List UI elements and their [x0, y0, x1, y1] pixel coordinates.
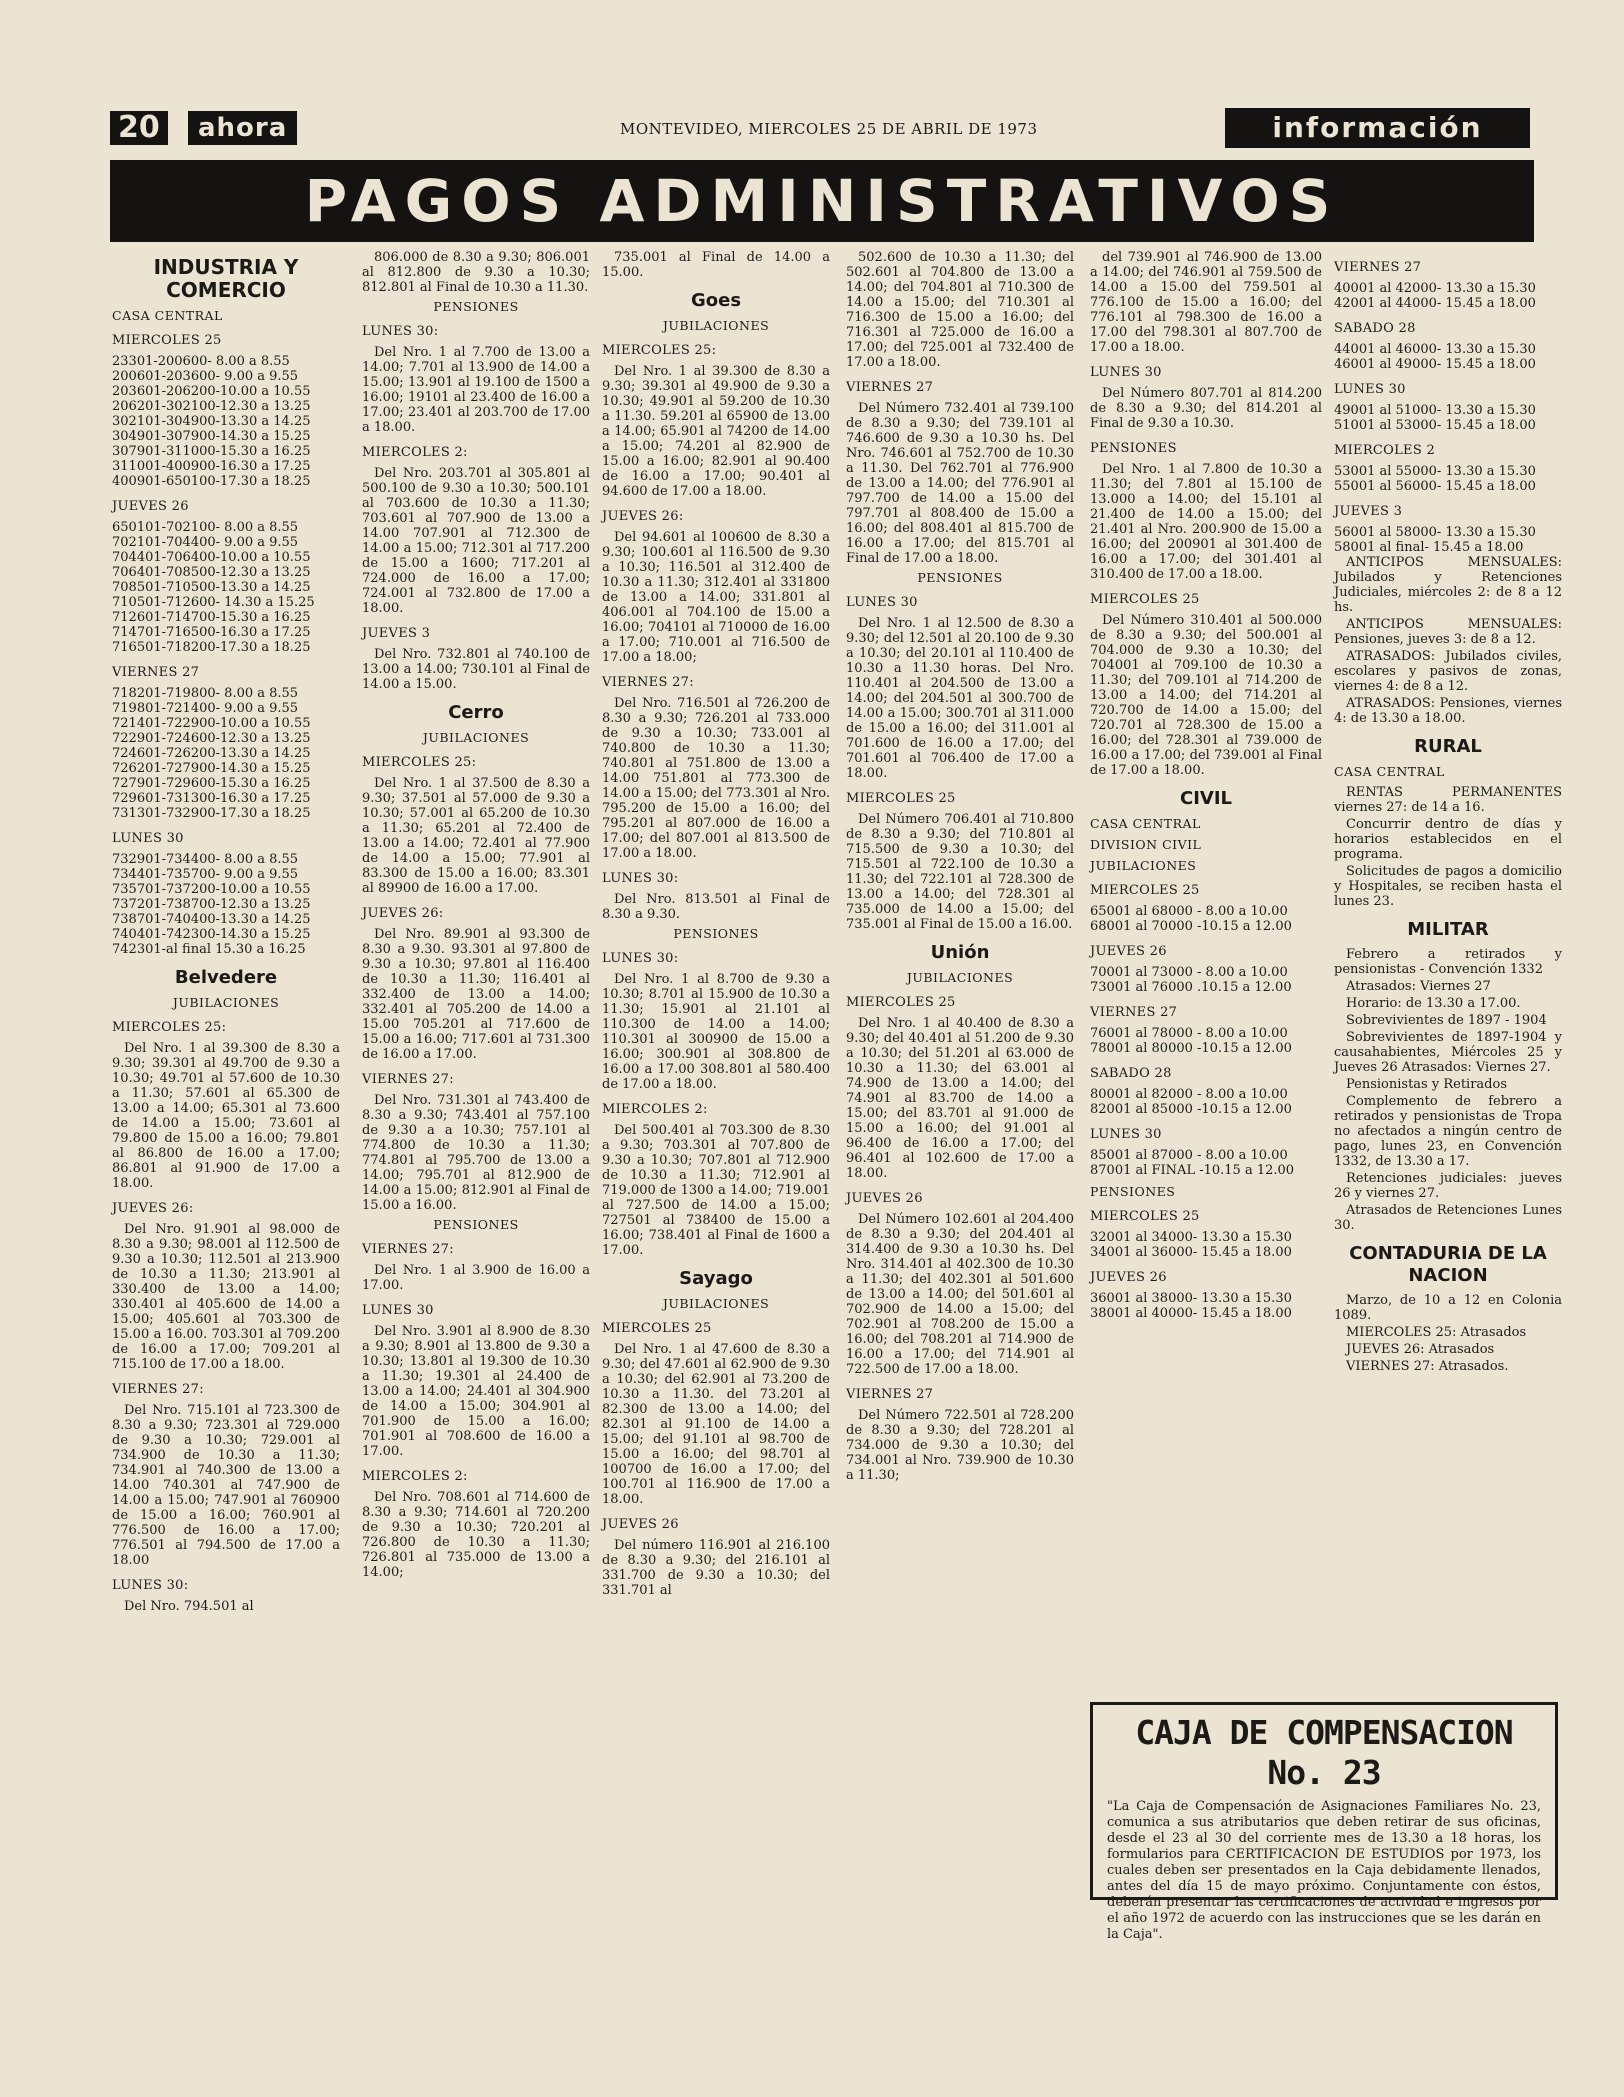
schedule-paragraph: Del Número 310.401 al 500.000 de 8.30 a 9.30; del 500.001 al 704.000 de 9.30 a 10.30; del 704001 al 709.100 de 10.30 a 11.30; del 709.101 al 714.200 de 13.00 a 14.00; del 714.201 al 720.700 de 14.00 a 15.00; del 720.701 al 728.300 de 15.00 a 16.00; del 728.301 al 739.000 de 16.00 a 17.00; del 739.001 al Final de 17.00 a 18.00. — [1090, 613, 1322, 778]
schedule-paragraph: Del Nro. 1 al 40.400 de 8.30 a 9.30; del 40.401 al 51.200 de 9.30 a 10.30; del 51.201 al 63.000 de 10.30 a 11.30; del 63.001 al 74.900 de 13.00 a 14.00; del 74.901 al 83.700 de 14.00 a 15.00; del 83.701 al 91.000 de 15.00 a 16.00; del 91.001 al 96.400 de 16.00 a 17.00; del 96.401 al 102.600 de 17.00 a 18.00. — [846, 1016, 1074, 1181]
schedule-list — [112, 520, 340, 655]
dateline: MONTEVIDEO, MIERCOLES 25 DE ABRIL DE 1973 — [620, 120, 1038, 138]
day-heading: MIERCOLES 25: — [362, 755, 477, 770]
day-heading: JUEVES 26 — [112, 499, 189, 514]
schedule-list — [1334, 525, 1562, 555]
column-1 — [112, 250, 340, 1616]
subheading: PENSIONES — [917, 570, 1003, 585]
schedule-paragraph: Del Nro. 3.901 al 8.900 de 8.30 a 9.30; 8.901 al 13.800 de 9.30 a 10.30; 13.801 al 19.300 de 10.30 a 11.30; 19.301 al 24.400 de 13.00 a 14.00; 24.401 al 304.900 de 14.00 a 15.00; 304.901 al 701.900 de 15.00 a 16.00; 701.901 al 708.600 de 16.00 a 17.00. — [362, 1324, 590, 1459]
day-heading: SABADO 28 — [1090, 1066, 1172, 1081]
schedule-list — [1090, 904, 1322, 934]
notice-title: CAJA DE COMPENSACION No. 23 — [1135, 1713, 1513, 1792]
notice-paragraph: Concurrir dentro de días y horarios establecidos en el programa. — [1334, 817, 1562, 862]
notice-paragraph: Sobrevivientes de 1897-1904 y causahabientes, Miércoles 25 y Jueves 26 Atrasados: Viernes 27. — [1334, 1030, 1562, 1075]
notice-text: "La Caja de Compensación de Asignaciones Familiares No. 23, comunica a sus atributarios que deben retirar de sus oficinas, desde el 23 al 30 del corriente mes de 13.30 a 18 horas, los formularios para CERTIFICACION DE ESTUDIOS por 1973, los cuales deben ser presentados en la Caja debidamente llenados, antes del día 15 de mayo próximo. Conjuntamente con éstos, deberán presentar las certificaciones de actividad e ingresos por el año 1972 de acuerdo con las instrucciones que se les darán en la Caja". — [1107, 1799, 1541, 1942]
day-heading: LUNES 30: — [602, 951, 679, 966]
schedule-paragraph: Del Nro. 708.601 al 714.600 de 8.30 a 9.30; 714.601 al 720.200 de 9.30 a 10.30; 720.201 al 726.800 de 10.30 a 11.30; 726.801 al 735.000 de 13.00 a 14.00; — [362, 1490, 590, 1580]
schedule-line: 734401-735700- 9.00 a 9.55 — [112, 867, 299, 882]
schedule-line: 737201-738700-12.30 a 13.25 — [112, 897, 311, 912]
schedule-line: 729601-731300-16.30 a 17.25 — [112, 791, 311, 806]
day-heading: LUNES 30 — [362, 1303, 434, 1318]
day-heading: MIERCOLES 25 — [1090, 883, 1200, 898]
day-heading: MIERCOLES 2: — [362, 1469, 468, 1484]
schedule-line: 203601-206200-10.00 a 10.55 — [112, 384, 311, 399]
day-heading: MIERCOLES 2: — [602, 1102, 708, 1117]
day-heading: MIERCOLES 25 — [846, 791, 956, 806]
notice-paragraph: Sobrevivientes de 1897 - 1904 — [1346, 1013, 1547, 1028]
schedule-line: 40001 al 42000- 13.30 a 15.30 — [1334, 281, 1536, 296]
subheading: JUBILACIONES — [422, 730, 530, 745]
day-heading: VIERNES 27 — [1334, 260, 1422, 275]
schedule-line: 708501-710500-13.30 a 14.25 — [112, 580, 311, 595]
schedule-line: 85001 al 87000 - 8.00 a 10.00 — [1090, 1148, 1288, 1163]
schedule-paragraph: Del Nro. 731.301 al 743.400 de 8.30 a 9.30; 743.401 al 757.100 de 9.30 a a 10.30; 757.101 al 774.800 de 10.30 a 11.30; 774.801 al 795.700 de 13.00 a 14.00; 795.701 al 812.900 de 14.00 a 15.00; 812.901 al Final de 15.00 a 16.00. — [362, 1093, 590, 1213]
schedule-list — [1090, 1087, 1322, 1117]
subheading: CASA CENTRAL — [1090, 816, 1201, 831]
schedule-line: 44001 al 46000- 13.30 a 15.30 — [1334, 342, 1536, 357]
caja-compensacion-notice — [1090, 1702, 1558, 1942]
schedule-line: 206201-302100-12.30 a 13.25 — [112, 399, 311, 414]
page-number: 20 — [110, 111, 168, 145]
schedule-paragraph: Del Nro. 1 al 8.700 de 9.30 a 10.30; 8.701 al 15.900 de 10.30 a 11.30; 15.901 al 21.101 al 110.300 de 14.00 a 14.00; 110.301 al 300900 de 15.00 a 16.00; 300.901 al 308.800 de 16.00 a 17.00 308.801 al 580.400 de 17.00 a 18.00. — [602, 972, 830, 1092]
schedule-line: 732901-734400- 8.00 a 8.55 — [112, 852, 299, 867]
schedule-line: 32001 al 34000- 13.30 a 15.30 — [1090, 1230, 1292, 1245]
heading-industria: INDUSTRIA Y COMERCIO — [153, 255, 299, 302]
schedule-paragraph: del 739.901 al 746.900 de 13.00 a 14.00; del 746.901 al 759.500 de 14.00 a 15.00 del 759.501 al 776.100 de 15.00 a 16.00; del 776.101 al 798.300 de 16.00 a 17.00 del 798.301 al 807.700 de 17.00 a 18.00. — [1090, 250, 1322, 355]
schedule-line: 738701-740400-13.30 a 14.25 — [112, 912, 311, 927]
day-heading: VIERNES 27 — [846, 380, 934, 395]
schedule-line: 80001 al 82000 - 8.00 a 10.00 — [1090, 1087, 1288, 1102]
schedule-list — [1090, 965, 1322, 995]
schedule-paragraph: Del Nro. 91.901 al 98.000 de 8.30 a 9.30; 98.001 al 112.500 de 9.30 a 10.30; 112.501 al 213.900 de 10.30 a 11.30; 213.901 al 330.400 de 13.00 a 14.00; 330.401 al 405.600 de 14.00 a 15.00; 405.601 al 703.300 de 15.00 a 16.00. 703.301 al 709.200 de 16.00 a 17.00; 709.201 al 715.100 de 17.00 a 18.00. — [112, 1222, 340, 1372]
schedule-paragraph: 735.001 al Final de 14.00 a 15.00. — [602, 250, 830, 280]
schedule-line: 721401-722900-10.00 a 10.55 — [112, 716, 311, 731]
day-heading: LUNES 30: — [362, 324, 439, 339]
schedule-line: 706401-708500-12.30 a 13.25 — [112, 565, 311, 580]
day-heading: JUEVES 26 — [846, 1191, 923, 1206]
heading-rural: RURAL — [1414, 736, 1482, 757]
schedule-line: 68001 al 70000 -10.15 a 12.00 — [1090, 919, 1292, 934]
heading-militar: MILITAR — [1407, 919, 1489, 940]
notice-paragraph: Retenciones judiciales: jueves 26 y viernes 27. — [1334, 1171, 1562, 1201]
subheading: PENSIONES — [433, 1217, 519, 1232]
day-heading: MIERCOLES 25: — [602, 343, 717, 358]
schedule-list — [1334, 464, 1562, 494]
day-heading: VIERNES 27 — [846, 1387, 934, 1402]
schedule-list — [1090, 1148, 1322, 1178]
day-heading: SABADO 28 — [1334, 321, 1416, 336]
schedule-line: 78001 al 80000 -10.15 a 12.00 — [1090, 1041, 1292, 1056]
schedule-paragraph: Del Nro. 813.501 al Final de 8.30 a 9.30. — [602, 892, 830, 922]
notice-paragraph: Atrasados: Viernes 27 — [1346, 979, 1491, 994]
notice-paragraph: MIERCOLES 25: Atrasados — [1346, 1325, 1527, 1340]
subheading: CASA CENTRAL — [112, 308, 223, 323]
day-heading: LUNES 30 — [1090, 1127, 1162, 1142]
schedule-paragraph: Del Nro. 1 al 3.900 de 16.00 a 17.00. — [362, 1263, 590, 1293]
schedule-line: 65001 al 68000 - 8.00 a 10.00 — [1090, 904, 1288, 919]
schedule-line: 702101-704400- 9.00 a 9.55 — [112, 535, 299, 550]
schedule-line: 42001 al 44000- 15.45 a 18.00 — [1334, 296, 1536, 311]
day-heading: MIERCOLES 25 — [602, 1321, 712, 1336]
heading-contaduria: CONTADURIA DE LA NACION — [1349, 1243, 1547, 1286]
schedule-list — [112, 686, 340, 821]
column-2 — [362, 250, 590, 1582]
schedule-list — [1090, 1291, 1322, 1321]
schedule-line: 38001 al 40000- 15.45 a 18.00 — [1090, 1306, 1292, 1321]
schedule-paragraph: Del número 116.901 al 216.100 de 8.30 a 9.30; del 216.101 al 331.700 de 9.30 a 10.30; del 331.701 al — [602, 1538, 830, 1598]
schedule-paragraph: Del Número 102.601 al 204.400 de 8.30 a 9.30; del 204.401 al 314.400 de 9.30 a 10.30 hs. Del Nro. 314.401 al 402.300 de 10.30 a 11.30; del 402.301 al 501.600 de 13.00 a 14.00; del 501.601 al 702.900 de 14.00 a 15.00; del 702.901 al 708.200 de 15.00 a 16.00; del 708.201 al 714.900 de 16.00 a 17.00; del 714.901 al 722.500 de 17.00 a 18.00. — [846, 1212, 1074, 1377]
schedule-line: 704401-706400-10.00 a 10.55 — [112, 550, 311, 565]
schedule-line: 304901-307900-14.30 a 15.25 — [112, 429, 311, 444]
day-heading: LUNES 30 — [112, 831, 184, 846]
notice-paragraph: Horario: de 13.30 a 17.00. — [1346, 996, 1521, 1011]
schedule-line: 719801-721400- 9.00 a 9.55 — [112, 701, 299, 716]
day-heading: VIERNES 27: — [362, 1072, 454, 1087]
schedule-paragraph: Del Nro. 89.901 al 93.300 de 8.30 a 9.30. 93.301 al 97.800 de 9.30 a 10.30; 97.801 al 116.400 de 10.30 a 11.30; 116.401 al 332.400 de 13.00 a 14.00; 332.401 al 705.200 de 14.00 a 15.00 705.201 al 717.600 de 15.00 a 16.00; 717.601 al 731.300 de 16.00 a 17.00. — [362, 927, 590, 1062]
schedule-line: 73001 al 76000 .10.15 a 12.00 — [1090, 980, 1292, 995]
schedule-line: 70001 al 73000 - 8.00 a 10.00 — [1090, 965, 1288, 980]
page-banner: PAGOS ADMINISTRATIVOS — [110, 160, 1534, 242]
day-heading: LUNES 30: — [112, 1578, 189, 1593]
subheading: JUBILACIONES — [172, 995, 280, 1010]
schedule-line: 727901-729600-15.30 a 16.25 — [112, 776, 311, 791]
day-heading: LUNES 30 — [846, 595, 918, 610]
subheading: DIVISION CIVIL — [1090, 837, 1202, 852]
day-heading: MIERCOLES 2 — [1334, 443, 1436, 458]
schedule-line: 36001 al 38000- 13.30 a 15.30 — [1090, 1291, 1292, 1306]
schedule-paragraph: Del Nro. 716.501 al 726.200 de 8.30 a 9.30; 726.201 al 733.000 de 9.30 a 10.30; 733.001 al 740.800 de 10.30 a 11.30; 740.801 al 751.800 de 13.00 a 14.00 751.801 al 773.300 de 14.00 a 15.00; del 773.301 al Nro. 795.200 de 15.00 a 16.00; del 795.201 al 807.000 de 16.00 a 17.00; del 807.001 al 813.500 de 17.00 a 18.00. — [602, 696, 830, 861]
notice-paragraph: Marzo, de 10 a 12 en Colonia 1089. — [1334, 1293, 1562, 1323]
schedule-paragraph: Del Nro. 715.101 al 723.300 de 8.30 a 9.30; 723.301 al 729.000 de 9.30 a 10.30; 729.001 al 734.900 de 10.30 a 11.30; 734.901 al 740.300 de 13.00 a 14.00 740.301 al 747.900 de 14.00 a 15.00; 747.901 al 760900 de 15.00 a 16.00; 760.901 al 776.500 de 16.00 a 17.00; 776.501 al 794.500 de 17.00 a 18.00 — [112, 1403, 340, 1568]
subheading: JUBILACIONES — [1090, 858, 1197, 873]
heading-goes: Goes — [690, 290, 742, 311]
schedule-line: 46001 al 49000- 15.45 a 18.00 — [1334, 357, 1536, 372]
day-heading: JUEVES 26: — [362, 906, 444, 921]
subheading: JUBILACIONES — [662, 1296, 770, 1311]
heading-union: Unión — [930, 942, 990, 963]
schedule-paragraph: Del Nro. 1 al 37.500 de 8.30 a 9.30; 37.501 al 57.000 de 9.30 a 10.30; 57.001 al 65.200 de 10.30 a 11.30; 65.201 al 72.400 de 13.00 a 14.00; 72.401 al 77.900 de 14.00 a 15.00; 77.901 al 83.300 de 15.00 a 16.00; 83.301 al 89900 de 16.00 a 17.00. — [362, 776, 590, 896]
column-4 — [846, 250, 1074, 1485]
column-6 — [1334, 250, 1562, 1376]
day-heading: JUEVES 26 — [602, 1517, 679, 1532]
day-heading: JUEVES 26 — [1090, 944, 1167, 959]
day-heading: LUNES 30: — [602, 871, 679, 886]
day-heading: JUEVES 26 — [1090, 1270, 1167, 1285]
schedule-line: 53001 al 55000- 13.30 a 15.30 — [1334, 464, 1536, 479]
schedule-paragraph: Del 94.601 al 100600 de 8.30 a 9.30; 100.601 al 116.500 de 9.30 a 10.30; 116.501 al 312.400 de 10.30 a 11.30; 312.401 al 331800 de 13.00 a 14.00; 331.801 al 406.001 al 704.100 de 15.00 a 16.00; 704101 al 710000 de 16.00 a 17.00; 710.001 al 716.500 de 17.00 a 18.00; — [602, 530, 830, 665]
schedule-line: 718201-719800- 8.00 a 8.55 — [112, 686, 299, 701]
schedule-line: 307901-311000-15.30 a 16.25 — [112, 444, 311, 459]
schedule-line: 722901-724600-12.30 a 13.25 — [112, 731, 311, 746]
schedule-line: 311001-400900-16.30 a 17.25 — [112, 459, 311, 474]
notice-paragraph: Atrasados de Retenciones Lunes 30. — [1334, 1203, 1562, 1233]
day-heading: JUEVES 26: — [112, 1201, 194, 1216]
day-heading: JUEVES 3 — [1334, 504, 1403, 519]
schedule-line: 400901-650100-17.30 a 18.25 — [112, 474, 311, 489]
subheading: JUBILACIONES — [662, 318, 770, 333]
subheading: PENSIONES — [673, 926, 759, 941]
schedule-paragraph: Del Nro. 732.801 al 740.100 de 13.00 a 14.00; 730.101 al Final de 14.00 a 15.00. — [362, 647, 590, 692]
schedule-list — [112, 354, 340, 489]
day-heading: MIERCOLES 25 — [846, 995, 956, 1010]
notice-paragraph: ATRASADOS: Jubilados civiles, escolares y pasivos de zonas, viernes 4: de 8 a 12. — [1334, 649, 1562, 694]
day-heading: MIERCOLES 25: — [112, 1020, 227, 1035]
notice-paragraph: Solicitudes de pagos a domicilio y Hospitales, se reciben hasta el lunes 23. — [1334, 864, 1562, 909]
schedule-line: 714701-716500-16.30 a 17.25 — [112, 625, 311, 640]
schedule-list — [1090, 1230, 1322, 1260]
subheading: PENSIONES — [1090, 441, 1177, 456]
schedule-line: 58001 al final- 15.45 a 18.00 — [1334, 540, 1524, 555]
schedule-paragraph: Del Número 807.701 al 814.200 de 8.30 a 9.30; del 814.201 al Final de 9.30 a 10.30. — [1090, 386, 1322, 431]
notice-paragraph: JUEVES 26: Atrasados — [1346, 1342, 1495, 1357]
schedule-paragraph: Del Número 722.501 al 728.200 de 8.30 a 9.30; del 728.201 al 734.000 de 9.30 a 10.30; del 734.001 al Nro. 739.900 de 10.30 a 11.30; — [846, 1408, 1074, 1483]
schedule-paragraph: Del Número 732.401 al 739.100 de 8.30 a 9.30; del 739.101 al 746.600 de 9.30 a 10.30 hs. Del Nro. 746.601 al 752.700 de 10.30 a 11.30. Del 762.701 al 776.900 de 13.00 a 14.00; del 776.901 al 797.700 de 14.00 a 15.00 del 797.701 al 808.400 de 15.00 a 16.00; del 808.401 al 815.700 de 16.00 a 17.00; del 815.701 al Final de 17.00 a 18.00. — [846, 401, 1074, 566]
day-heading: VIERNES 27: — [362, 1242, 454, 1257]
schedule-paragraph: Del Nro. 1 al 7.700 de 13.00 a 14.00; 7.701 al 13.900 de 14.00 a 15.00; 13.901 al 19.100 de 1500 a 16.00; 19101 al 23.400 de 16.00 a 17.00; 23.401 al 203.700 de 17.00 a 18.00. — [362, 345, 590, 435]
notice-paragraph: Complemento de febrero a retirados y pensionistas de Tropa no afectados a ningún centro de pago, lunes 23, en Convención 1332, de 13.30 a 17. — [1334, 1094, 1562, 1169]
schedule-line: 731301-732900-17.30 a 18.25 — [112, 806, 311, 821]
notice-paragraph: Febrero a retirados y pensionistas - Convención 1332 — [1334, 947, 1562, 977]
section-label: información — [1225, 108, 1530, 148]
day-heading: VIERNES 27 — [112, 665, 200, 680]
subheading: JUBILACIONES — [906, 970, 1014, 985]
notice-paragraph: Pensionistas y Retirados — [1346, 1077, 1507, 1092]
masthead — [110, 108, 1530, 148]
schedule-paragraph: Del Nro. 1 al 47.600 de 8.30 a 9.30; del 47.601 al 62.900 de 9.30 a 10.30; del 62.901 al 73.200 de 10.30 a 11.30. del 73.201 al 82.300 de 13.00 a 14.00; del 82.301 al 91.100 de 14.00 a 15.00; del 91.101 al 98.700 de 15.00 a 16.00; del 98.701 al 100700 de 16.00 a 17.00; del 100.701 al 116.900 de 17.00 a 18.00. — [602, 1342, 830, 1507]
schedule-line: 712601-714700-15.30 a 16.25 — [112, 610, 311, 625]
schedule-line: 200601-203600- 9.00 a 9.55 — [112, 369, 299, 384]
day-heading: MIERCOLES 25 — [1090, 1209, 1200, 1224]
day-heading: JUEVES 26: — [602, 509, 684, 524]
heading-civil: CIVIL — [1179, 788, 1232, 809]
schedule-paragraph: Del 500.401 al 703.300 de 8.30 a 9.30; 703.301 al 707.800 de 9.30 a 10.30; 707.801 al 712.900 de 10.30 a 11.30; 712.901 al 719.000 de 1300 a 14.00; 719.001 al 727.500 de 14.00 a 15.00; 727501 al 738400 de 15.00 a 16.00; 738.401 al Final de 1600 a 17.00. — [602, 1123, 830, 1258]
day-heading: JUEVES 3 — [362, 626, 431, 641]
schedule-paragraph: 502.600 de 10.30 a 11.30; del 502.601 al 704.800 de 13.00 a 14.00; del 704.801 al 710.300 de 14.00 a 15.00; del 710.301 al 716.300 de 15.00 a 16.00; del 716.301 al 725.000 de 16.00 a 17.00; del 725.001 al 732.400 de 17.00 a 18.00. — [846, 250, 1074, 370]
schedule-line: 740401-742300-14.30 a 15.25 — [112, 927, 311, 942]
newspaper-name: ahora — [188, 111, 297, 145]
schedule-paragraph: Del Número 706.401 al 710.800 de 8.30 a 9.30; del 710.801 al 715.500 de 9.30 a 10.30; del 715.501 al 722.100 de 10.30 a 11.30; del 722.101 al 728.300 de 13.00 a 14.00; del 728.301 al 735.000 de 14.00 a 15.00; del 735.001 al Final de 15.00 a 16.00. — [846, 812, 1074, 932]
schedule-line: 87001 al FINAL -10.15 a 12.00 — [1090, 1163, 1295, 1178]
schedule-line: 742301-al final 15.30 a 16.25 — [112, 942, 306, 957]
schedule-line: 34001 al 36000- 15.45 a 18.00 — [1090, 1245, 1292, 1260]
schedule-paragraph: Del Nro. 1 al 39.300 de 8.30 a 9.30; 39.301 al 49.900 de 9.30 a 10.30; 49.901 al 59.200 de 10.30 a 11.30. 59.201 al 65900 de 13.00 a 14.00; 65.901 al 74200 de 14.00 a 15.00; 74.201 al 82.900 de 15.00 a 16.00; 82.901 al 90.400 de 16.00 a 17.00; 90.401 al 94.600 de 17.00 a 18.00. — [602, 364, 830, 499]
column-3 — [602, 250, 830, 1600]
schedule-line: 302101-304900-13.30 a 14.25 — [112, 414, 311, 429]
day-heading: VIERNES 27 — [1090, 1005, 1178, 1020]
day-heading: MIERCOLES 2: — [362, 445, 468, 460]
subheading: CASA CENTRAL — [1334, 764, 1445, 779]
schedule-line: 726201-727900-14.30 a 15.25 — [112, 761, 311, 776]
column-5 — [1090, 250, 1322, 1321]
schedule-line: 82001 al 85000 -10.15 a 12.00 — [1090, 1102, 1292, 1117]
day-heading: VIERNES 27: — [112, 1382, 204, 1397]
notice-paragraph: VIERNES 27: Atrasados. — [1346, 1359, 1509, 1374]
schedule-list — [1334, 342, 1562, 372]
day-heading: LUNES 30 — [1334, 382, 1406, 397]
heading-belvedere: Belvedere — [174, 967, 278, 988]
heading-sayago: Sayago — [679, 1268, 753, 1289]
schedule-line: 49001 al 51000- 13.30 a 15.30 — [1334, 403, 1536, 418]
schedule-line: 735701-737200-10.00 a 10.55 — [112, 882, 311, 897]
schedule-list — [1334, 403, 1562, 433]
schedule-list — [1334, 281, 1562, 311]
schedule-paragraph: Del Nro. 203.701 al 305.801 al 500.100 de 9.30 a 10.30; 500.101 al 703.600 de 10.30 a 11.30; 703.601 al 707.900 de 13.00 a 14.00 707.901 al 712.300 de 14.00 a 15.00; 712.301 al 717.200 de 15.00 a 1600; 717.201 al 724.000 de 16.00 a 17.00; 724.001 al 732.800 de 17.00 a 18.00. — [362, 466, 590, 616]
schedule-line: 716501-718200-17.30 a 18.25 — [112, 640, 311, 655]
notice-paragraph: ANTICIPOS MENSUALES: Pensiones, jueves 3: de 8 a 12. — [1334, 617, 1562, 647]
schedule-line: 55001 al 56000- 15.45 a 18.00 — [1334, 479, 1536, 494]
schedule-line: 23301-200600- 8.00 a 8.55 — [112, 354, 290, 369]
day-heading: LUNES 30 — [1090, 365, 1162, 380]
schedule-line: 76001 al 78000 - 8.00 a 10.00 — [1090, 1026, 1288, 1041]
day-heading: MIERCOLES 25 — [1090, 592, 1200, 607]
heading-cerro: Cerro — [448, 702, 504, 723]
schedule-paragraph: Del Nro. 794.501 al — [124, 1599, 254, 1614]
schedule-list — [1090, 1026, 1322, 1056]
schedule-paragraph: Del Nro. 1 al 12.500 de 8.30 a 9.30; del 12.501 al 20.100 de 9.30 a 10.30; del 20.101 al 110.400 de 10.30 a 11.30 horas. Del Nro. 110.401 al 204.500 de 13.00 a 14.00; del 204.501 al 300.700 de 14.00 a 15.00; 300.701 al 311.000 de 15.00 a 16.00; del 311.001 al 701.600 de 16.00 a 17.00; del 701.601 al 706.400 de 17.00 a 18.00. — [846, 616, 1074, 781]
day-heading: VIERNES 27: — [602, 675, 694, 690]
day-heading: MIERCOLES 25 — [112, 333, 222, 348]
schedule-list — [112, 852, 340, 957]
notice-paragraph: ATRASADOS: Pensiones, viernes 4: de 13.30 a 18.00. — [1334, 696, 1562, 726]
schedule-line: 650101-702100- 8.00 a 8.55 — [112, 520, 299, 535]
schedule-paragraph: Del Nro. 1 al 39.300 de 8.30 a 9.30; 39.301 al 49.700 de 9.30 a 10.30; 49.701 al 57.600 de 10.30 a 11.30; 57.601 al 65.300 de 13.00 a 14.00; 65.301 al 73.600 de 14.00 a 15.00; 73.601 al 79.800 de 15.00 a 16.00; 79.801 al 86.800 de 16.00 a 17.00; 86.801 al 91.900 de 17.00 a 18.00. — [112, 1041, 340, 1191]
schedule-line: 710501-712600- 14.30 a 15.25 — [112, 595, 315, 610]
notice-paragraph: RENTAS PERMANENTES viernes 27: de 14 a 16. — [1334, 785, 1562, 815]
schedule-line: 56001 al 58000- 13.30 a 15.30 — [1334, 525, 1536, 540]
schedule-paragraph: Del Nro. 1 al 7.800 de 10.30 a 11.30; del 7.801 al 15.100 de 13.000 a 14.00; del 15.101 al 21.400 de 14.00 a 15.00; del 21.401 al Nro. 200.900 de 15.00 a 16.00; del 200901 al 301.400 de 16.00 a 17.00; del 301.401 al 310.400 de 17.00 a 18.00. — [1090, 462, 1322, 582]
schedule-line: 51001 al 53000- 15.45 a 18.00 — [1334, 418, 1536, 433]
subheading: PENSIONES — [433, 299, 519, 314]
schedule-paragraph: 806.000 de 8.30 a 9.30; 806.001 al 812.800 de 9.30 a 10.30; 812.801 al Final de 10.30 a 11.30. — [362, 250, 590, 295]
subheading: PENSIONES — [1090, 1184, 1176, 1199]
notice-paragraph: ANTICIPOS MENSUALES: Jubilados y Retenciones Judiciales, miércoles 2: de 8 a 12 hs. — [1334, 555, 1562, 615]
schedule-line: 724601-726200-13.30 a 14.25 — [112, 746, 311, 761]
